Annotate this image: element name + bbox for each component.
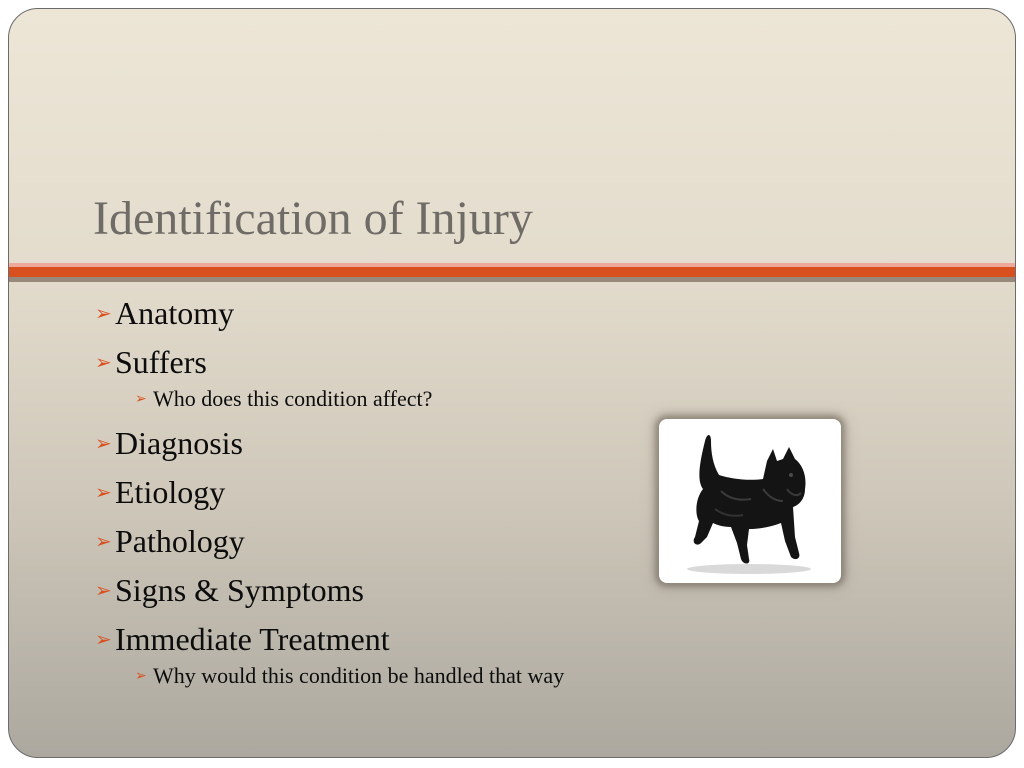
scottish-terrier-icon: [659, 419, 841, 583]
arrow-bullet-icon: ➢: [95, 480, 112, 504]
bullet-item: [93, 474, 564, 510]
bullet-item: [93, 295, 564, 331]
slide: [8, 8, 1016, 758]
sub-bullet-text: Who does this condition affect?: [153, 386, 433, 411]
bullet-list: [93, 295, 564, 689]
arrow-bullet-icon: ➢: [95, 529, 112, 553]
bullet-item: [93, 523, 564, 559]
bullet-item: [93, 344, 564, 380]
arrow-bullet-icon: ➢: [95, 431, 112, 455]
arrow-bullet-icon: ➢: [95, 578, 112, 602]
arrow-bullet-icon: ➢: [95, 627, 112, 651]
arrow-bullet-icon: ➢: [95, 350, 112, 374]
sub-bullet-item: [93, 386, 564, 412]
bullet-text: Suffers: [115, 344, 207, 380]
sub-bullet-item: [93, 663, 564, 689]
bullet-item: [93, 572, 564, 608]
bullet-item: [93, 621, 564, 657]
title-divider: [9, 267, 1015, 277]
bullet-text: Pathology: [115, 523, 245, 559]
arrow-bullet-icon: ➢: [135, 391, 147, 407]
bullet-text: Anatomy: [115, 295, 235, 331]
bullet-text: Etiology: [115, 474, 226, 510]
arrow-bullet-icon: ➢: [135, 668, 147, 684]
slide-title: Identification of Injury: [93, 192, 533, 245]
sub-bullet-text: Why would this condition be handled that way: [153, 663, 565, 688]
bullet-text: Immediate Treatment: [115, 621, 390, 657]
terrier-photo: [659, 419, 841, 583]
bullet-text: Diagnosis: [115, 425, 243, 461]
arrow-bullet-icon: ➢: [95, 301, 112, 325]
bullet-item: [93, 425, 564, 461]
title-divider-shadow: [9, 277, 1015, 282]
bullet-text: Signs & Symptoms: [115, 572, 364, 608]
